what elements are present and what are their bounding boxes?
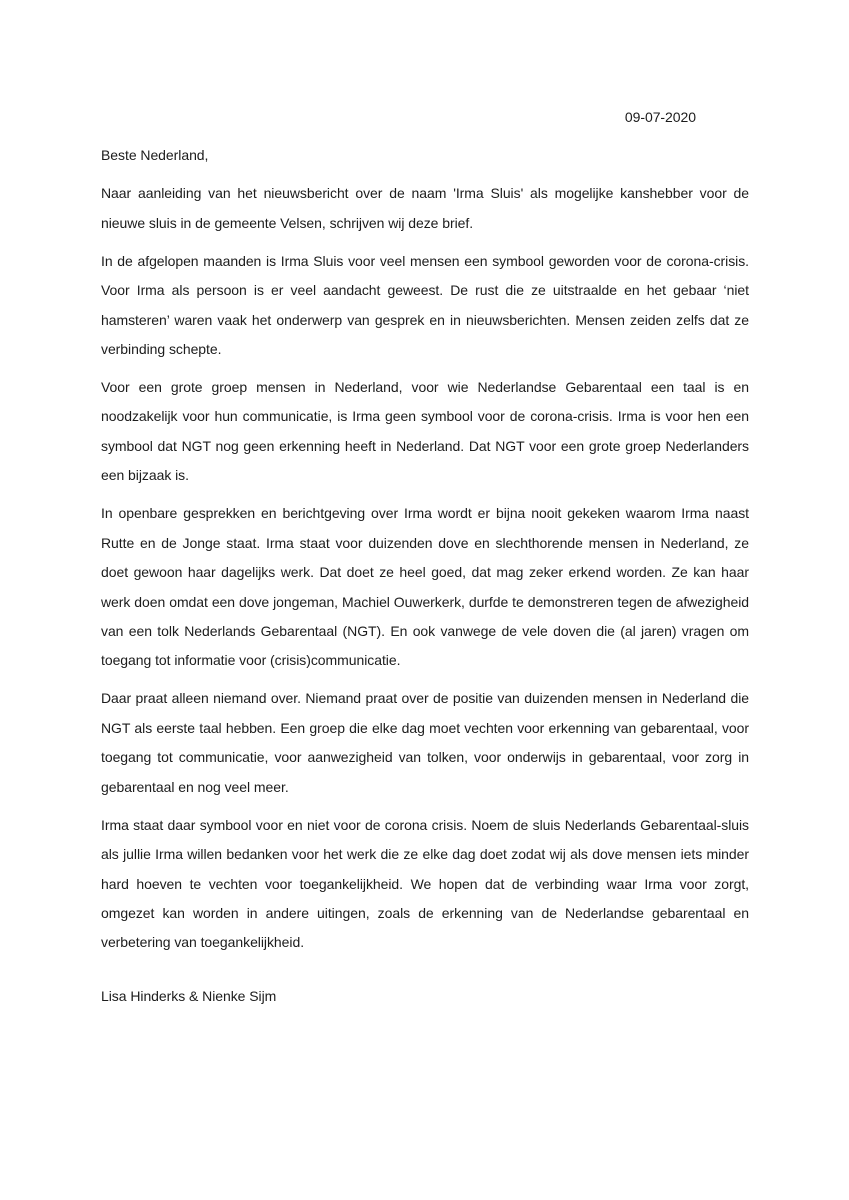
salutation: Beste Nederland, (101, 147, 209, 164)
paragraph-corona-symbol: In de afgelopen maanden is Irma Sluis voor veel mensen een symbool geworden voor de corona-crisis. Voor Irma als persoon is er veel aandacht geweest. De rust die ze uitstraalde en het gebaar ‘niet hamsteren’ waren vaak het onderwerp van gesprek en in nieuwsberichten. Mensen zeiden zelfs dat ze verbinding schepte. (101, 252, 749, 357)
paragraph-closing: Irma staat daar symbool voor en niet voor de corona crisis. Noem de sluis Nederlands Gebarentaal-sluis als jullie Irma willen bedanken voor het werk die ze elke dag doet zodat wij als dove mensen iets minder hard hoeven te vechten voor toegankelijkheid. We hopen dat de verbinding waar Irma voor zorgt, omgezet kan worden in andere uitingen, zoals de erkenning van de Nederlandse gebarentaal en verbetering van toegankelijkheid. (101, 816, 749, 951)
paragraph-intro: Naar aanleiding van het nieuwsbericht over de naam 'Irma Sluis' als mogelijke kanshebber voor de nieuwe sluis in de gemeente Velsen, schrijven wij deze brief. (101, 185, 749, 231)
paragraph-irma-work: In openbare gesprekken en berichtgeving over Irma wordt er bijna nooit gekeken waarom Irma naast Rutte en de Jonge staat. Irma staat voor duizenden dove en slechthorende mensen in Nederland, ze doet gewoon haar dagelijks werk. Dat doet ze heel goed, dat mag zeker erkend worden. Ze kan haar werk doen omdat een dove jongeman, Machiel Ouwerkerk, durfde te demonstreren tegen de afwezigheid van een tolk Nederlands Gebarentaal (NGT). En ook vanwege de vele doven die (al jaren) vragen om toegang tot informatie voor (crisis)communicatie. (101, 505, 749, 669)
paragraph-ngt-recognition: Voor een grote groep mensen in Nederland, voor wie Nederlandse Gebarentaal een taal is en noodzakelijk voor hun communicatie, is Irma geen symbool voor de corona-crisis. Irma is voor hen een symbool dat NGT nog geen erkenning heeft in Nederland. Dat NGT voor een grote groep Nederlanders een bijzaak is. (101, 379, 749, 484)
letter-date: 09-07-2020 (624, 109, 696, 125)
paragraph-position-deaf: Daar praat alleen niemand over. Niemand praat over de positie van duizenden mensen in Nederland die NGT als eerste taal hebben. Een groep die elke dag moet vechten voor erkenning van gebarentaal, voor toegang tot communicatie, voor aanwezigheid van tolken, voor onderwijs in gebarentaal, voor zorg in gebarentaal en nog veel meer. (101, 690, 749, 795)
signature: Lisa Hinderks & Nienke Sijm (101, 987, 277, 1004)
